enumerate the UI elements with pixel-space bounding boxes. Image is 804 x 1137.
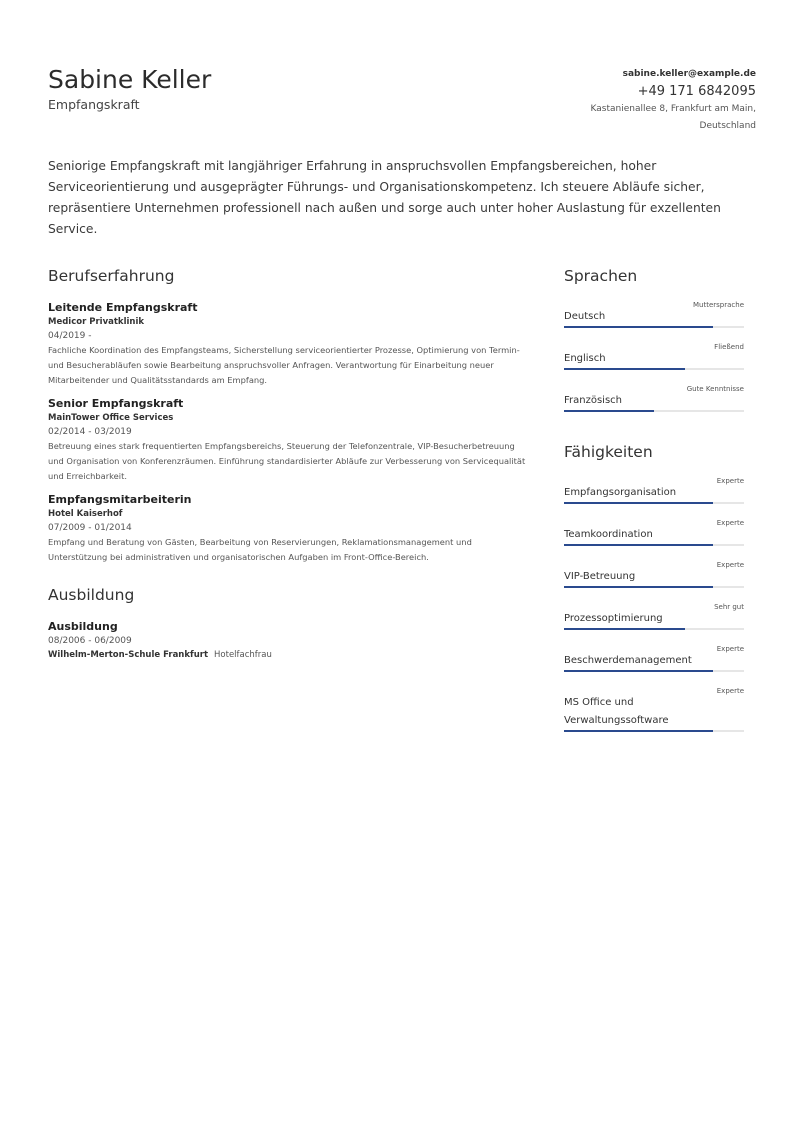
phone-text: +49 171 6842095 [637, 84, 756, 99]
skill-item [564, 518, 744, 546]
experience-dates: 04/2019 - [48, 331, 92, 341]
experience-entry [48, 492, 528, 565]
experience-description: Empfang und Beratung von Gästen, Bearbeitung von Reservierungen, Reklamationsmanagement und Unterstützung bei administrativen und organisatorischen Aufgaben im Front-Office-Bereich. [48, 537, 472, 562]
skill-level-bar [564, 670, 744, 672]
experience-company: Hotel Kaiserhof [48, 509, 123, 519]
language-name: Englisch [564, 353, 606, 364]
skills-heading: Fähigkeiten [564, 443, 653, 461]
experience-description: Betreuung eines stark frequentierten Empfangsbereichs, Steuerung der Telefonzentrale, VIP-Besucherbetreuung und Organisation von Konferenzräumen. Einführung standardisierter Abläufe zur Verbesserung von Servicequalität und Erreichbarkeit. [48, 441, 526, 481]
experience-heading: Berufserfahrung [48, 267, 175, 285]
skill-item [564, 560, 744, 588]
skill-item [564, 476, 744, 504]
skill-level: Experte [716, 561, 744, 569]
education-entry [48, 619, 528, 662]
experience-title: Empfangsmitarbeiterin [48, 493, 192, 506]
skill-name: Prozessoptimierung [564, 613, 663, 624]
candidate-title: Empfangskraft [48, 97, 140, 112]
experience-dates: 07/2009 - 01/2014 [48, 523, 132, 533]
language-level-bar [564, 368, 744, 370]
language-item [564, 384, 744, 412]
experience-title: Senior Empfangskraft [48, 397, 184, 410]
skill-level-fill [564, 544, 713, 546]
education-school: Wilhelm-Merton-Schule Frankfurt [48, 650, 209, 660]
language-item [564, 300, 744, 328]
education-section [48, 585, 528, 662]
experience-entry [48, 396, 528, 484]
skill-level-fill [564, 670, 713, 672]
profile-summary: Seniorige Empfangskraft mit langjähriger Erfahrung in anspruchsvollen Empfangsbereichen, hoher Serviceorientierung und ausgeprägter Führungs- und Organisationskompetenz. Ich steuere Abläufe sicher, repräsentiere Unternehmen professionell nach außen und sorge auch unter hoher Auslastung für exzellenten Service. [48, 159, 721, 236]
experience-title: Leitende Empfangskraft [48, 301, 198, 314]
skill-level: Experte [716, 687, 744, 695]
skill-level-bar [564, 544, 744, 546]
skill-item [564, 686, 744, 732]
skill-item [564, 602, 744, 630]
education-school-row [48, 648, 528, 662]
education-heading: Ausbildung [48, 586, 135, 604]
language-item [564, 342, 744, 370]
resume-header [48, 64, 756, 131]
experience-dates: 02/2014 - 03/2019 [48, 427, 132, 437]
language-name: Französisch [564, 395, 623, 406]
language-level-bar [564, 326, 744, 328]
skill-level-bar [564, 502, 744, 504]
address-text: Kastanienallee 8, Frankfurt am Main, Deutschland [590, 104, 756, 131]
language-level: Gute Kenntnisse [686, 385, 744, 393]
language-level: Muttersprache [693, 301, 744, 309]
language-name: Deutsch [564, 311, 606, 322]
skills-list [564, 476, 744, 732]
skill-name: VIP-Betreuung [564, 571, 636, 582]
language-level-fill [564, 410, 654, 412]
experience-list [48, 300, 528, 565]
language-level: Fließend [714, 343, 744, 351]
skill-name: Teamkoordination [564, 529, 653, 540]
skill-level-bar [564, 730, 744, 732]
skill-name: Empfangsorganisation [564, 487, 677, 498]
experience-company: MainTower Office Services [48, 413, 174, 423]
experience-entry [48, 300, 528, 388]
sidebar-column [564, 266, 744, 746]
skill-level: Experte [716, 477, 744, 485]
skill-level-fill [564, 628, 685, 630]
education-list [48, 619, 528, 662]
skill-level-bar [564, 586, 744, 588]
skill-level: Sehr gut [714, 603, 744, 611]
skill-item [564, 644, 744, 672]
languages-heading: Sprachen [564, 267, 638, 285]
skill-level-fill [564, 502, 713, 504]
skill-level: Experte [716, 645, 744, 653]
language-level-fill [564, 368, 685, 370]
contact-block [586, 68, 756, 135]
skill-level-fill [564, 730, 713, 732]
education-dates: 08/2006 - 06/2009 [48, 636, 132, 646]
skill-level: Experte [716, 519, 744, 527]
experience-company: Medicor Privatklinik [48, 317, 145, 327]
language-level-bar [564, 410, 744, 412]
education-title: Ausbildung [48, 620, 118, 633]
languages-list [564, 300, 744, 412]
skills-section [564, 442, 744, 732]
education-degree: Hotelfachfrau [214, 650, 272, 660]
skill-name: Beschwerdemanagement [564, 655, 692, 666]
skill-level-fill [564, 586, 713, 588]
candidate-name: Sabine Keller [48, 65, 212, 94]
skill-level-bar [564, 628, 744, 630]
main-column [48, 266, 528, 670]
skill-name: MS Office und Verwaltungssoftware [564, 697, 669, 726]
email-text: sabine.keller@example.de [622, 69, 756, 79]
experience-description: Fachliche Koordination des Empfangsteams, Sicherstellung serviceorientierter Prozesse, Optimierung von Termin- und Besucherabläufen sowie Bearbeitung anspruchsvoller Anfragen. Verantwortung für Einarbeitung neuer Mitarbeitender und Qualitätsstandards am Empfang. [48, 345, 520, 385]
language-level-fill [564, 326, 713, 328]
